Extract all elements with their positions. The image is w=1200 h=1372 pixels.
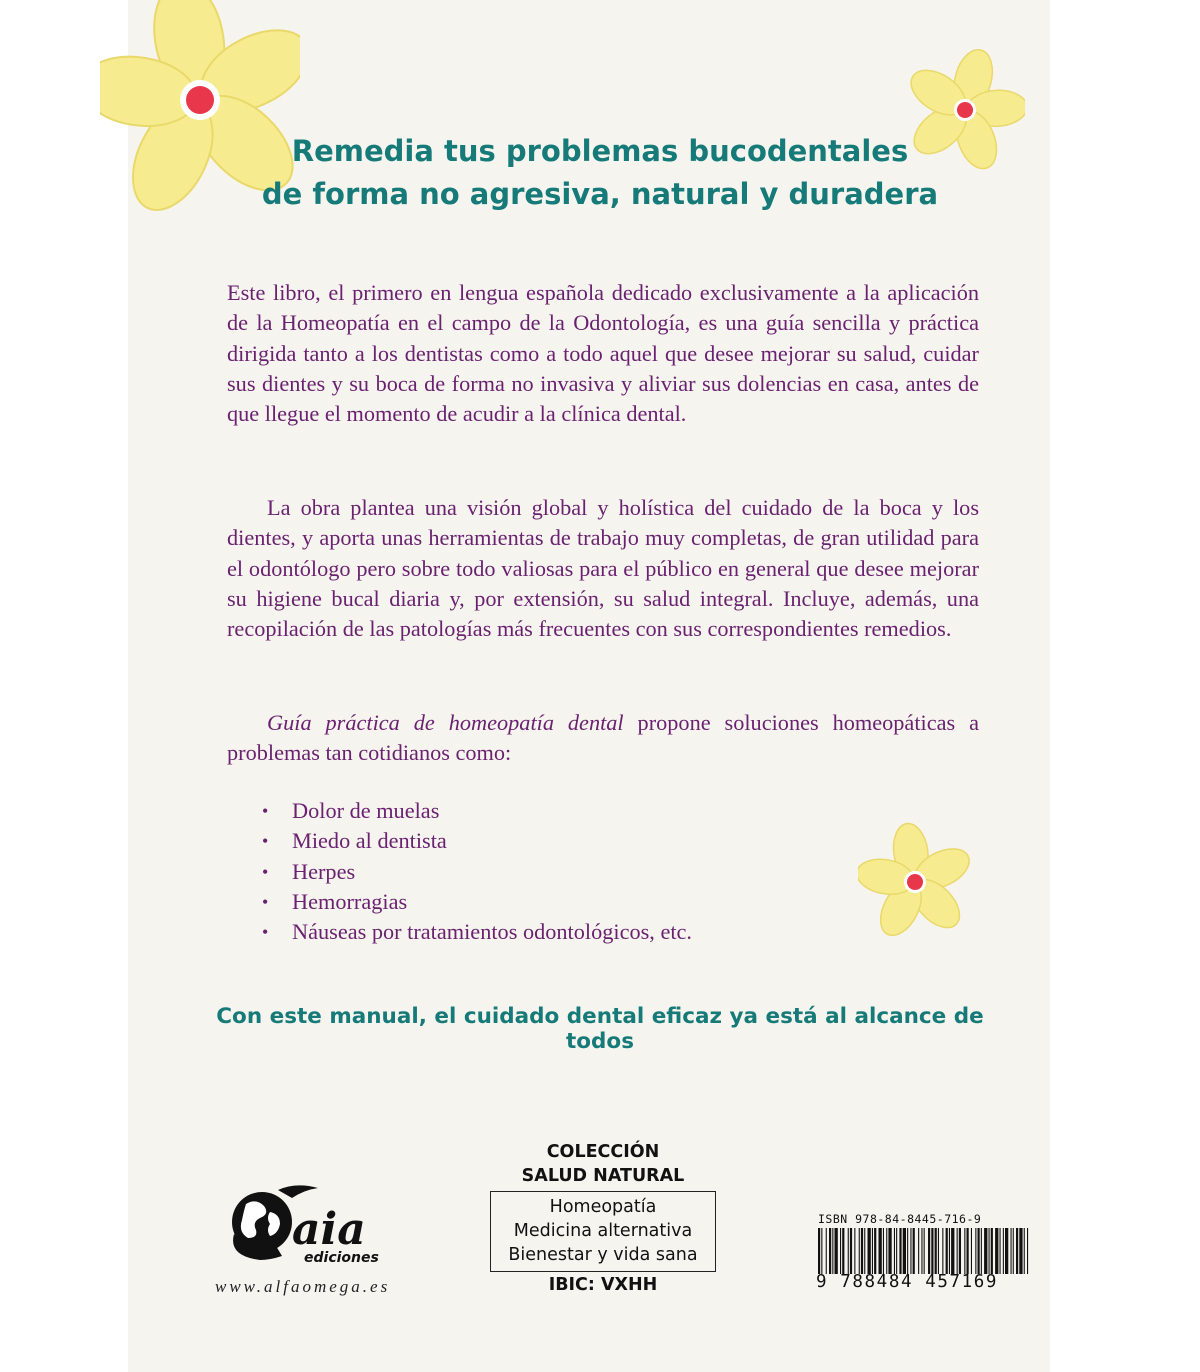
barcode-bar (942, 1228, 943, 1274)
barcode-bar (874, 1228, 876, 1274)
description-paragraph-3 (227, 708, 979, 769)
problems-list (262, 796, 692, 947)
barcode-bar (931, 1228, 933, 1274)
barcode-bar (896, 1228, 897, 1274)
bullet-icon: • (262, 801, 269, 821)
bullet-icon: • (262, 831, 269, 852)
barcode-bar (971, 1228, 972, 1274)
barcode-bar (975, 1228, 976, 1274)
barcode-bar (964, 1228, 965, 1274)
barcode-bar (957, 1228, 958, 1274)
barcode-bar (1027, 1228, 1028, 1274)
ibic-code: IBIC: VXHH (548, 1275, 658, 1295)
list-item: • Hemorragias (262, 887, 692, 917)
barcode-bar (864, 1228, 865, 1274)
barcode-bar (859, 1228, 860, 1274)
barcode-bar (921, 1228, 922, 1274)
list-item: • Dolor de muelas (262, 796, 692, 826)
barcode-bar (894, 1228, 895, 1274)
barcode-bar (899, 1228, 901, 1274)
barcode-bar (1005, 1228, 1008, 1274)
barcode-bar (850, 1228, 852, 1274)
barcode-bar (913, 1228, 915, 1274)
ean-number: 9 788484 457169 (816, 1272, 999, 1292)
barcode-bar (842, 1228, 844, 1274)
barcode-bar (854, 1228, 855, 1274)
barcode-bar (1011, 1228, 1012, 1274)
barcode-bar (967, 1228, 969, 1274)
barcode-bar (1019, 1228, 1022, 1274)
barcode-bar (840, 1228, 841, 1274)
collection-label: COLECCIÓN (546, 1142, 660, 1162)
barcode-bar (907, 1228, 908, 1274)
barcode-bar (1003, 1228, 1004, 1274)
barcode-bar (818, 1228, 820, 1274)
barcode-bar (903, 1228, 906, 1274)
collection-topics-box (490, 1191, 716, 1272)
barcode-bar (1000, 1228, 1001, 1274)
barcode-bar (951, 1228, 954, 1274)
isbn-label: ISBN 978-84-8445-716-9 (818, 1212, 982, 1226)
paragraph-3-text: propone soluciones homeopáticas a problemas tan cotidianos como: (227, 710, 979, 766)
headline-line-2: de forma no agresiva, natural y duradera (261, 177, 939, 211)
barcode-bar (949, 1228, 950, 1274)
collection-topic: Medicina alternativa (513, 1221, 693, 1241)
barcode-bar (886, 1228, 887, 1274)
barcode-bar (821, 1228, 822, 1274)
barcode-bar (989, 1228, 990, 1274)
barcode-bar (829, 1228, 831, 1274)
list-item: • Náuseas por tratamientos odontológicos, etc. (262, 917, 692, 947)
barcode-bar (959, 1228, 961, 1274)
collection-topic: Bienestar y vida sana (508, 1245, 698, 1265)
publisher-website: www.alfaomega.es (215, 1277, 391, 1296)
barcode-bar (995, 1228, 998, 1274)
barcode-bar (978, 1228, 980, 1274)
barcode-bar (888, 1228, 891, 1274)
barcode-bar (935, 1228, 937, 1274)
description-paragraph-1: Este libro, el primero en lengua española dedicado exclusivamente a la aplicación de la Homeopatía en el campo de la Odontología, es una guía sencilla y práctica dirigida tanto a los dentistas como a todo aquel que desee mejorar su salud, cuidar sus dientes y su boca de forma no invasiva y aliviar sus dolencias en casa, antes de que llegue el momento de acudir a la clínica dental. (227, 280, 979, 427)
headline (200, 130, 1000, 216)
list-item: • Herpes (262, 857, 692, 887)
barcode-bar (981, 1228, 982, 1274)
bullet-icon: • (262, 861, 269, 882)
barcode-bar (832, 1228, 833, 1274)
barcode-bar (946, 1228, 948, 1274)
logo-subtext: ediciones (304, 1250, 379, 1266)
flower-middle-right (858, 820, 973, 945)
logo-text: aia (292, 1204, 366, 1255)
barcode-bar (918, 1228, 919, 1274)
barcode-bar (924, 1228, 925, 1274)
barcode-bar (872, 1228, 873, 1274)
barcode-bar (826, 1228, 827, 1274)
closing-tagline: Con este manual, el cuidado dental eficaz ya está al alcance de todos (216, 1004, 984, 1054)
barcode-bar (835, 1228, 838, 1274)
barcode-bar (868, 1228, 871, 1274)
list-item: • Miedo al dentista (262, 826, 692, 856)
bullet-icon: • (262, 922, 269, 943)
collection-name: SALUD NATURAL (521, 1166, 685, 1186)
book-title: Guía práctica de homeopatía dental (267, 710, 624, 735)
barcode-bar (861, 1228, 863, 1274)
barcode-bar (928, 1228, 930, 1274)
description-paragraph-2: La obra plantea una visión global y holística del cuidado de la boca y los dientes, y aporta unas herramientas de trabajo muy completas, de gran utilidad para el odontólogo pero sobre todo valiosas para el público en general que desee mejorar su higiene bucal diaria y, por extensión, su salud integral. Incluye, además, una recopilación de las patologías más frecuentes con sus correspondientes remedios. (227, 495, 979, 642)
barcode-bar (1013, 1228, 1014, 1274)
barcode-bar (1024, 1228, 1025, 1274)
barcode-bar (848, 1228, 849, 1274)
bullet-icon: • (262, 891, 269, 912)
barcode-bar (879, 1228, 882, 1274)
barcode-bar (1016, 1228, 1018, 1274)
barcode-bar (883, 1228, 884, 1274)
barcode (816, 1228, 1030, 1274)
barcode-bar (984, 1228, 987, 1274)
barcode-bar (910, 1228, 911, 1274)
barcode-bar (991, 1228, 993, 1274)
barcode-bar (938, 1228, 939, 1274)
headline-line-1: Remedia tus problemas bucodentales (291, 134, 909, 168)
gaia-ediciones-logo (220, 1182, 410, 1272)
collection-block (490, 1140, 716, 1295)
collection-topic: Homeopatía (549, 1197, 657, 1217)
